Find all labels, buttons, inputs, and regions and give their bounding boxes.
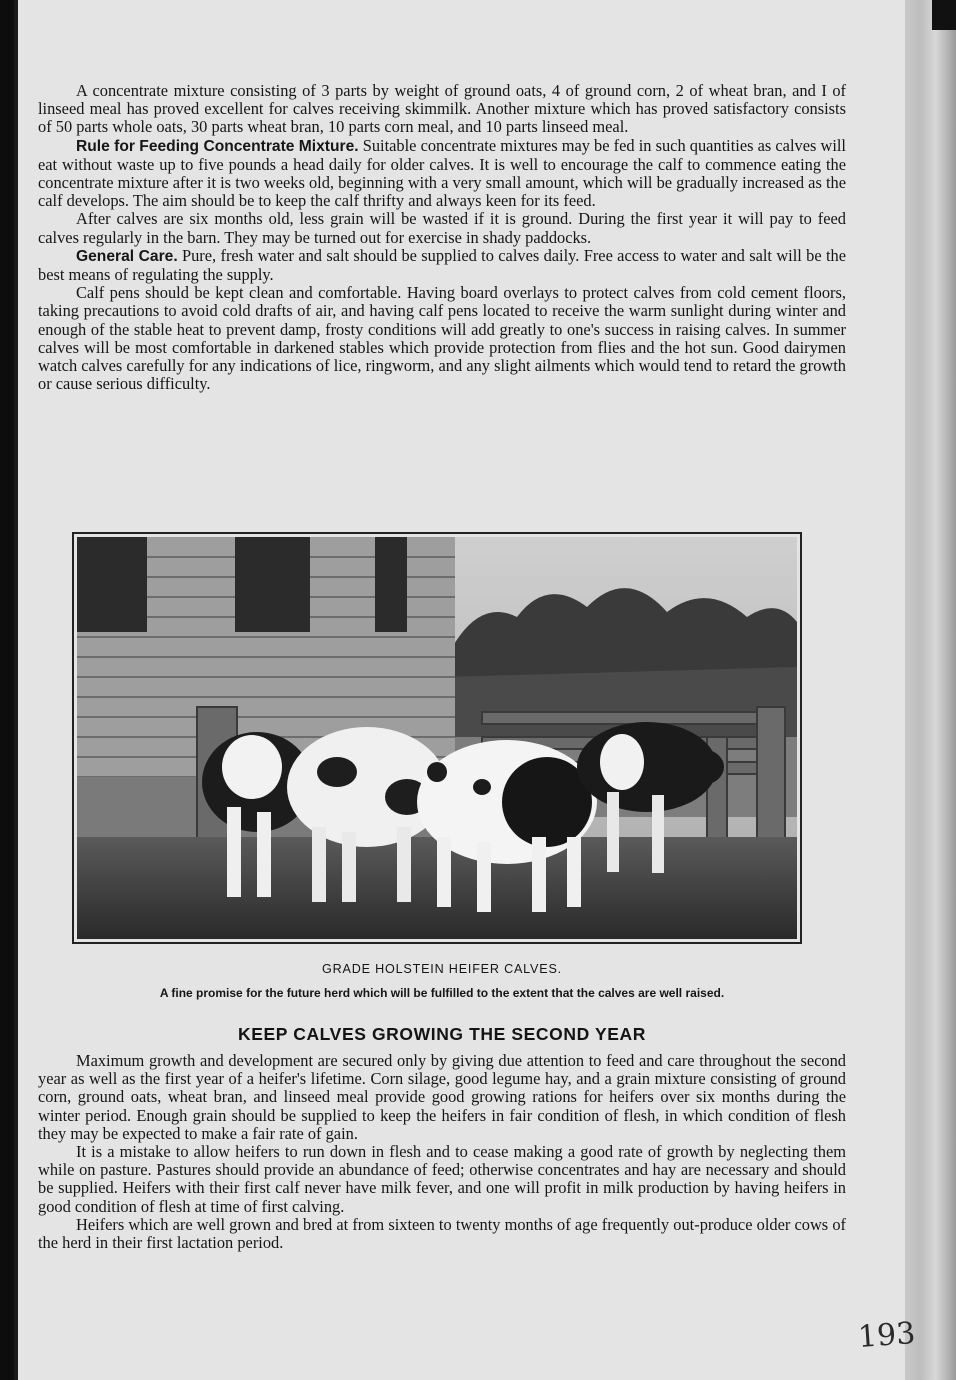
figure-caption-description: A fine promise for the future herd which will be fulfilled to the extent that the calves are well raised. [159, 986, 725, 1000]
general-care-body: Pure, fresh water and salt should be supplied to calves daily. Free access to water and salt will be the best means of regulating the supply. [38, 245, 846, 285]
book-spine [905, 0, 956, 1380]
figure-caption-title: GRADE HOLSTEIN HEIFER CALVES. [322, 962, 562, 976]
handwritten-page-number: 193 [856, 1316, 917, 1355]
holstein-calves-photo [77, 537, 797, 939]
page-left-edge [14, 0, 18, 1380]
feeding-rule-body: Suitable concentrate mixtures may be fed in such quantities as calves will eat without waste up to five pounds a head daily for older calves. It is well to encourage the calf to commence eating the concentrate mixture after it is two weeks old, beginning with a very small amount, which will be gradually increased as the calf develops. The aim should be to keep the calf thrifty and always keen for its feed. [38, 135, 846, 211]
section-one-text [38, 82, 846, 393]
paragraph-maximum-growth: Maximum growth and development are secured only by giving due attention to feed and care throughout the second year as well as the first year of a heifer's lifetime. Corn silage, good legume hay, and a grain mixture consisting of ground corn, ground oats, wheat bran, and linseed meal provide good growing rations for heifers over six months during the winter period. Enough grain should be supplied to keep the heifers in fair condition of flesh, in which condition of flesh they may be expected to make a fair rate of gain. [38, 1051, 846, 1143]
section-two-text [38, 1052, 846, 1252]
paragraph-concentrate-mixture: A concentrate mixture consisting of 3 parts by weight of ground oats, 4 of ground corn, 2 of wheat bran, and I of linseed meal has proved excellent for calves receiving skimmilk. Another mixture which has proved satisfactory consists of 50 parts whole oats, 30 parts wheat bran, 10 parts corn meal, and 10 parts linseed meal. [38, 81, 846, 137]
paragraph-grain-ground: After calves are six months old, less grain will be wasted if it is ground. During the first year it will pay to feed calves regularly in the barn. They may be turned out for exercise in shady paddocks. [38, 209, 846, 247]
calves-photo-frame [72, 532, 802, 944]
paragraph-heifers-production: Heifers which are well grown and bred at from sixteen to twenty months of age frequently out-produce older cows of the herd in their first lactation period. [38, 1214, 846, 1253]
paragraph-general-care [38, 247, 846, 284]
spine-shadow [932, 0, 956, 30]
run-in-heading-general-care: General Care. [76, 247, 178, 265]
paragraph-feeding-rule [38, 137, 846, 211]
section-heading-second-year: KEEP CALVES GROWING THE SECOND YEAR [238, 1024, 646, 1044]
paragraph-calf-pens: Calf pens should be kept clean and comfortable. Having board overlays to protect calves from cold cement floors, taking precautions to avoid cold drafts of air, and having calf pens located to receive the warm sunlight during winter and enough of the stable heat to prevent damp, frosty conditions will add greatly to one's success in raising calves. In summer calves will be most comfortable in darkened stables which provide protection from flies and the hot sun. Good dairymen watch calves carefully for any indications of lice, ringworm, and any slight ailments which would tend to retard the growth or cause serious difficulty. [38, 283, 846, 394]
run-in-heading-feeding-rule: Rule for Feeding Concentrate Mixture. [76, 137, 359, 155]
paragraph-pasture: It is a mistake to allow heifers to run down in flesh and to cease making a good rate of growth by neglecting them while on pasture. Pastures should provide an abundance of feed; otherwise concentrates and hay are necessary and should be supplied. Heifers with their first calf never have milk fever, and one will profit in milk production by having heifers in good condition of flesh at time of first calving. [38, 1142, 846, 1216]
